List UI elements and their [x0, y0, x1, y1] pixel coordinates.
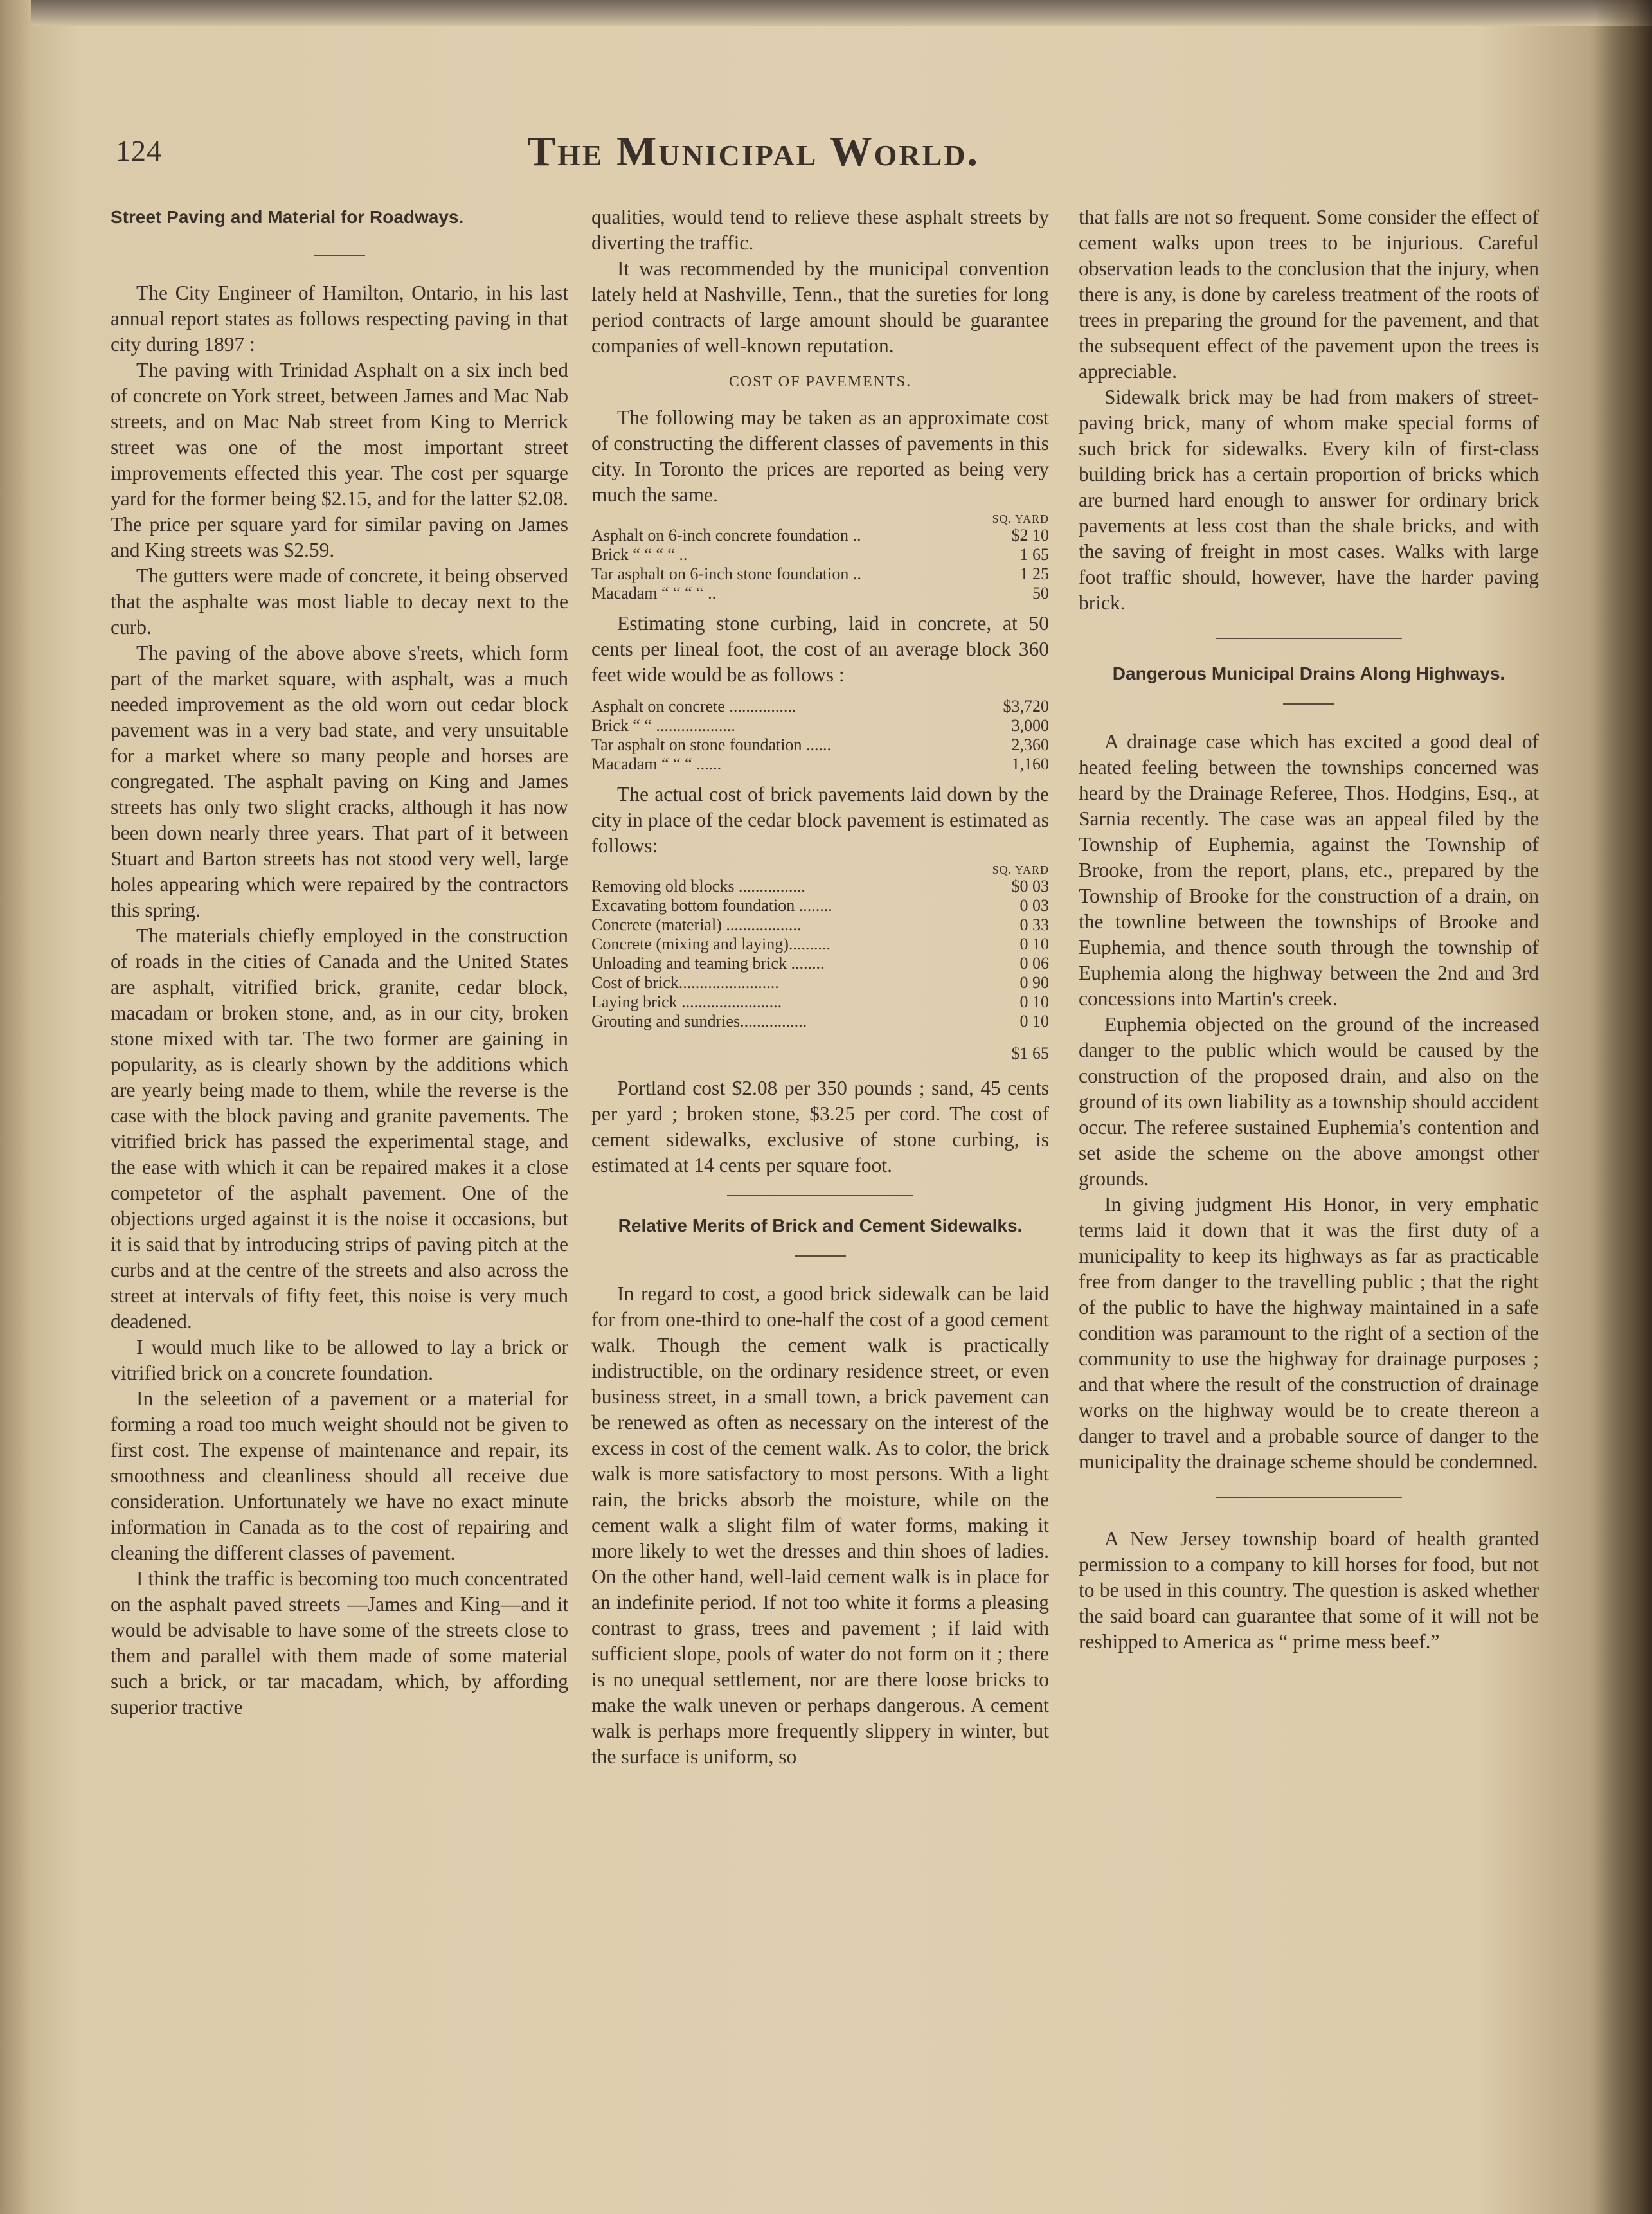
section-rule — [1216, 1497, 1402, 1498]
table-value: 2,360 — [1011, 735, 1049, 754]
table-total: $1 65 — [1011, 1044, 1049, 1063]
cost-table-3 — [591, 863, 1049, 1031]
top-edge — [0, 0, 1652, 26]
paragraph: In regard to cost, a good brick sidewalk can be laid for from one-third to one-half the cost of a good cement walk. Though the cement walk is practically indistructible, on the ordinary residence street, or even business street, in a small town, a brick pavement can be renewed as often as necessary on the interest of the excess in cost of the cement walk. As to color, the brick walk is more satisfactory to most persons. With a light rain, the bricks absorb the moisture, while on the cement walk a slight film of water forms, making it more likely to wet the dresses and thin shoes of ladies. On the other hand, well-laid cement walk is in place for an indefinite period. If not too white it forms a pleasing contrast to grass, trees and pavement ; if laid with sufficient slope, pools of water do not form on it ; there is no unequal settlement, nor are there loose bricks to make the walk uneven or perhaps dangerous. A cement walk is perhaps more frequently slippery in winter, but the surface is uniform, so — [591, 1282, 1049, 1768]
column-2 — [591, 204, 1049, 1770]
paragraph: The actual cost of brick pavements laid down by the city in place of the cedar block pavement is estimated as follows: — [591, 783, 1049, 857]
table-item: Cost of brick........................ — [591, 973, 779, 992]
table-row — [591, 973, 1049, 993]
paragraph: The paving with Trinidad Asphalt on a six inch bed of concrete on York street, between James and Mac Nab streets, and on Mac Nab street from King to Merrick street was one of the most important street improvements effected this year. The cost per squarge yard for the former being $2.15, and for the latter $2.08. The price per square yard for similar paving on James and King streets was $2.59. — [111, 359, 568, 561]
section-rule — [727, 1195, 913, 1196]
table-value: 1 65 — [1019, 545, 1049, 564]
article-heading: Relative Merits of Brick and Cement Sidewalks. — [618, 1216, 1023, 1236]
table-item: Brick “ “ “ “ .. — [591, 545, 688, 564]
table-row — [591, 584, 1049, 603]
table-value: $3,720 — [1003, 697, 1049, 716]
column-3 — [1079, 204, 1539, 1655]
section-heading: COST OF PAVEMENTS. — [728, 374, 912, 390]
paragraph: I think the traffic is becoming too much concentrated on the asphalt paved streets —James and King—and it would be advisable to have some of the streets close to them and parallel with them made of some material such a brick, or tar macadam, which, by affording superior tractive — [111, 1567, 568, 1718]
table-item: Macadam “ “ “ ...... — [591, 755, 722, 773]
table-item: Macadam “ “ “ “ .. — [591, 584, 717, 602]
table-item: Unloading and teaming brick ........ — [591, 954, 825, 973]
table-row — [591, 935, 1049, 954]
paragraph: Portland cost $2.08 per 350 pounds ; sand, 45 cents per yard ; broken stone, $3.25 per cord. The cost of cement sidewalks, exclusive of stone curbing, is estimated at 14 cents per square foot. — [591, 1077, 1049, 1176]
article-heading: Street Paving and Material for Roadways. — [111, 207, 464, 227]
table-value: 1 25 — [1019, 564, 1049, 583]
table-value: 0 10 — [1019, 993, 1049, 1011]
table-item: Brick “ “ ................... — [591, 716, 735, 735]
paragraph: A drainage case which has excited a good deal of heated feeling between the townships concerned was heard by the Drainage Referee, Thos. Hodgins, Esq., at Sarnia recently. The case was an appeal filed by the Township of Euphemia, against the Township of Brooke, from the report, plans, etc., prepared by the Township of Brooke for the construction of a drain, on the townline between the townships of Brooke and Euphemia, and thence south through the township of Euphemia along the highway between the 2nd and 3rd concessions into Martin's creek. — [1079, 730, 1539, 1010]
table-row — [591, 735, 1049, 755]
table-value: 0 33 — [1019, 915, 1049, 934]
paragraph: It was recommended by the municipal convention lately held at Nashville, Tenn., that the sureties for long period contracts of large amount should be guarantee companies of well-known reputation. — [591, 257, 1049, 357]
table-row — [591, 526, 1049, 545]
table-item: Concrete (material) .................. — [591, 915, 802, 934]
table-row — [591, 915, 1049, 935]
table-row — [591, 716, 1049, 735]
table-item: Excavating bottom foundation ........ — [591, 896, 832, 915]
paragraph: Estimating stone curbing, laid in concrete, at 50 cents per lineal foot, the cost of an average block 360 feet wide would be as follows : — [591, 612, 1049, 686]
paragraph: The gutters were made of concrete, it being observed that the asphalte was most liable to decay next to the curb. — [111, 564, 568, 638]
table-item: Concrete (mixing and laying).......... — [591, 935, 830, 953]
heading-rule — [1283, 703, 1334, 705]
table-item: Tar asphalt on stone foundation ...... — [591, 735, 831, 754]
right-shadow-edge — [1594, 0, 1652, 2214]
table-value: 3,000 — [1011, 716, 1049, 735]
table-row — [591, 564, 1049, 584]
paragraph: qualities, would tend to relieve these asphalt streets by diverting the traffic. — [591, 206, 1049, 254]
heading-rule — [795, 1256, 846, 1257]
masthead-title: The Municipal World. — [527, 128, 980, 175]
table-item: Removing old blocks ................ — [591, 877, 805, 896]
table-item: Laying brick ........................ — [591, 993, 782, 1011]
paragraph: I would much like to be allowed to lay a brick or vitrified brick on a concrete foundation. — [111, 1336, 568, 1384]
table-row — [591, 545, 1049, 564]
section-rule — [1216, 638, 1402, 639]
table-value: 0 06 — [1019, 954, 1049, 973]
table-value: 1,160 — [1011, 755, 1049, 773]
cost-table-2 — [591, 697, 1049, 774]
paragraph: that falls are not so frequent. Some consider the effect of cement walks upon trees to be injurious. Careful observation leads to the conclusion that the injury, when there is any, is done by careless treatment of the roots of trees in preparing the ground for the pavement, and that the subsequent effect of the pavement upon the trees is appreciable. — [1079, 206, 1539, 382]
table-row — [591, 993, 1049, 1012]
paragraph: A New Jersey township board of health granted permission to a company to kill horses for food, but not to be used in this country. The question is asked whether the said board can guarantee that some of it will not be reshipped to America as “ prime mess beef.” — [1079, 1527, 1539, 1653]
table-row — [591, 877, 1049, 896]
paragraph: The following may be taken as an approximate cost of constructing the different classes of pavements in this city. In Toronto the prices are reported as being very much the same. — [591, 406, 1049, 506]
table-value: 0 03 — [1019, 896, 1049, 915]
table-value: 0 10 — [1019, 935, 1049, 953]
cost-table-1 — [591, 512, 1049, 603]
page-number: 124 — [116, 134, 162, 167]
table-row — [591, 896, 1049, 915]
table-item: Asphalt on 6-inch concrete foundation .. — [591, 526, 861, 544]
table-value: 0 90 — [1019, 973, 1049, 992]
table-row — [591, 697, 1049, 716]
table-value: $0 03 — [1011, 877, 1049, 896]
paragraph: Euphemia objected on the ground of the increased danger to the public which would be caused by the construction of the proposed drain, and also on the ground of its own liability as a township should accident occur. The referee sustained Euphemia's contention and set aside the scheme on the above amongst other grounds. — [1079, 1013, 1539, 1190]
paragraph: In the seleetion of a pavement or a material for forming a road too much weight should not be given to first cost. The expense of maintenance and repair, its smoothness and cleanliness should all receive due consideration. Unfortunately we have no exact minute information in Canada as to the cost of repairing and cleaning the different classes of pavement. — [111, 1387, 568, 1564]
table-item: Asphalt on concrete ................ — [591, 697, 796, 716]
paragraph: The paving of the above above s'reets, which form part of the market square, with asphalt, was a much needed improvement as the old worn out cedar block pavement was in a very bad state, and very unsuitable for a market where so many people and horses are congregated. The asphalt paving on King and James streets has only two slight cracks, although it has now been down nearly three years. That part of it between Stuart and Barton streets has not stood very well, large holes appearing which were repaired by the contractors this spring. — [111, 642, 568, 921]
binding-edge — [0, 0, 31, 2214]
paragraph: In giving judgment His Honor, in very emphatic terms laid it down that it was the first duty of a municipality to keep its highways as far as practicable free from danger to the travelling public ; that the right of the public to have the highway maintained in a safe condition was paramount to the right of a section of the community to use the highway for drainage purposes ; and that where the result of the construction of drainage works on the highway would be to create thereon a danger to travel and a probable source of danger to the municipality the drainage scheme should be condemned. — [1079, 1193, 1539, 1473]
table-item: Tar asphalt on 6-inch stone foundation .. — [591, 564, 861, 583]
column-1 — [111, 204, 568, 1720]
article-heading: Dangerous Municipal Drains Along Highways. — [1112, 663, 1505, 683]
table-value: 50 — [1032, 584, 1049, 602]
paragraph: Sidewalk brick may be had from makers of street-paving brick, many of whom make special forms of such brick for sidewalks. Every kiln of first-class building brick has a certain proportion of bricks which are burned hard enough to answer for ordinary brick pavements at less cost than the shale bricks, and with the saving of freight in most cases. Walks with large foot traffic should, however, have the harder paving brick. — [1079, 386, 1539, 614]
table-item: Grouting and sundries................ — [591, 1012, 807, 1030]
table-row — [591, 1012, 1049, 1031]
heading-rule — [314, 255, 365, 256]
table-row — [591, 755, 1049, 774]
table-value: 0 10 — [1019, 1012, 1049, 1030]
table-value: $2 10 — [1011, 526, 1049, 544]
paragraph: The City Engineer of Hamilton, Ontario, in his last annual report states as follows respecting paving in that city during 1897 : — [111, 282, 568, 356]
table-header: SQ. YARD — [992, 863, 1049, 876]
table-header: SQ. YARD — [992, 512, 1049, 525]
paragraph: The materials chiefly employed in the construction of roads in the cities of Canada and the United States are asphalt, vitrified brick, granite, cedar block, macadam or broken stone, and, as in our city, broken stone mixed with tar. The two former are gaining in popularity, as is clearly shown by the additions which are yearly being made to them, while the reverse is the case with the block paving and granite pavements. The vitrified brick has passed the experimental stage, and the ease with which it can be repaired makes it a close competetor of the asphalt pavement. One of the objections urged against it is the noise it occasions, but it is said that by introducing strips of paving pitch at the curbs and at the centre of the streets and also across the street at intervals of fifty feet, this noise is very much deadened. — [111, 924, 568, 1333]
table-row — [591, 954, 1049, 973]
